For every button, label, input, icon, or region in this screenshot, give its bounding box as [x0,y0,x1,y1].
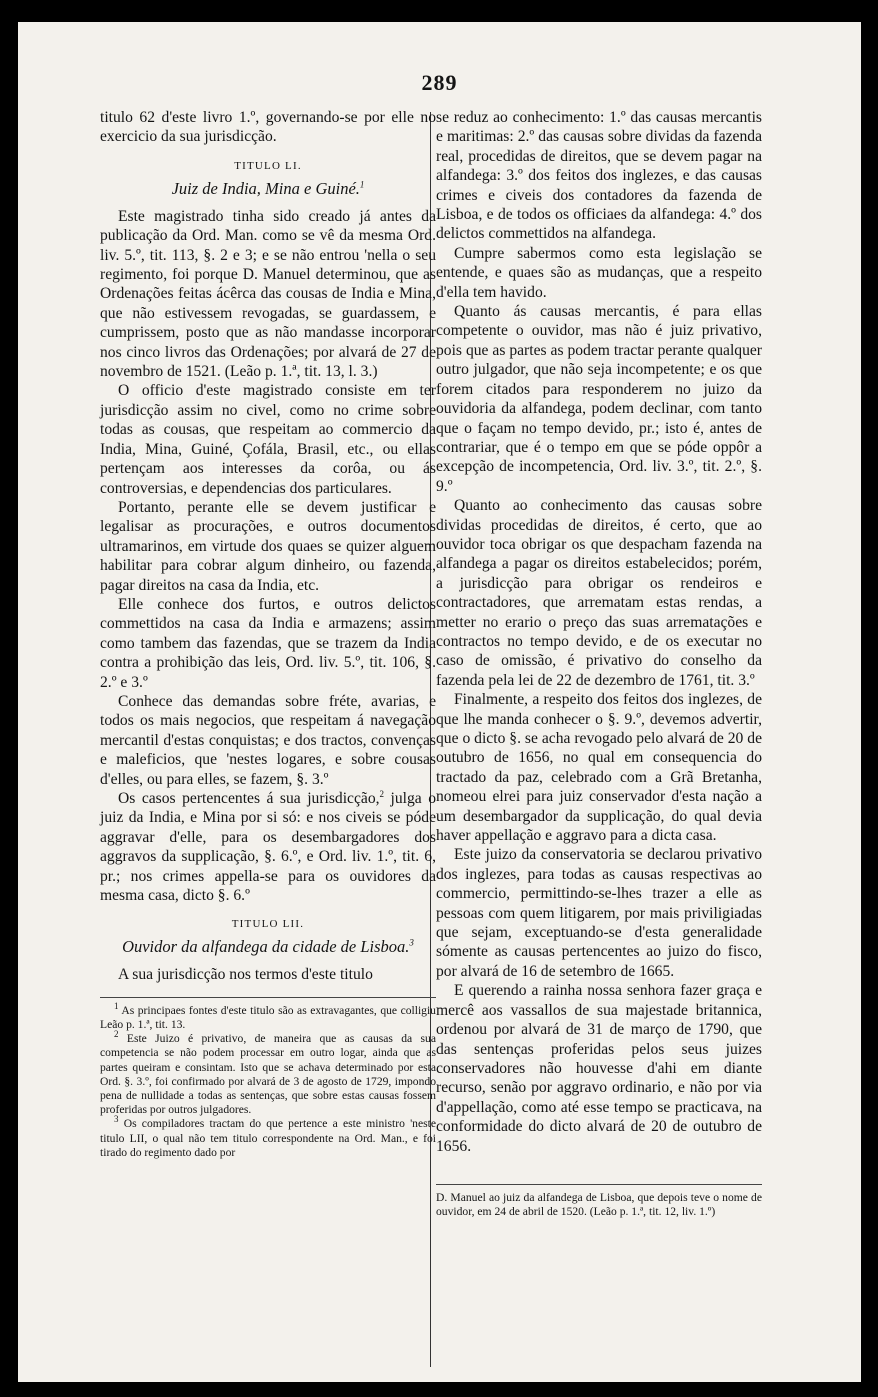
paragraph: se reduz ao conhecimento: 1.º das causas mercantis e maritimas: 2.º das causas sobre dividas da fazenda real, procedidas de direitos, que se devem pagar na alfandega: 3.º dos feitos dos inglezes, e das causas crimes e civeis dos contadores da fazenda de Lisboa, e de todos os officiaes da alfandega: 4.º dos delictos commettidos na alfandega. [436,109,762,243]
paragraph: Portanto, perante elle se devem justificar e legalisar as procurações, e outros documentos ultramarinos, em virtude dos quaes se quizer alguem habilitar para cobrar algum dinheiro, ou fazenda, pagar direitos na casa da India, etc. [100,498,436,594]
footnote-continuation: D. Manuel ao juiz da alfandega de Lisboa, que depois teve o nome de ouvidor, em 24 de abril de 1520. (Leão p. 1.ª, tit. 12, liv. 1.º) [436,1190,762,1219]
paragraph: Elle conhece dos furtos, e outros delictos commettidos na casa da India e armazens; assim como tambem das fazendas, que se trazem da India contra a prohibição das leis, Ord. liv. 5.º, tit. 106, §. 2.º e 3.º [100,595,436,691]
footnotes [100,1000,436,1160]
paragraph: E querendo a rainha nossa senhora fazer graça e mercê aos vassallos de sua majestade britannica, ordenou por alvará de 31 de março de 1790, que das sentenças proferidas pelos seus juizes conservadores não houvesse d'ahi em diante recurso, senão por aggravo ordinario, e não por via d'appellação, como até esse tempo se practicava, na conformidade do dicto alvará de 20 de outubro de 1656. [436,982,762,1155]
footnote: $^2$ Este Juizo é privativo, de maneira que as causas da sua competencia se não podem processar em outro logar, ainda que as partes queiram e consintam. Isto que se achava determinado por esta Ord. §. 3.º, foi confirmado por alvará de 3 de agosto de 1729, impondo pena de nullidade a todas as sentenças, que sobre estas causas fossem proferidas por outros julgadores. [100,1029,436,1117]
right-column [436,108,762,1219]
paragraph: Finalmente, a respeito dos feitos dos inglezes, de que lhe manda conhecer o §. 9.º, devemos advertir, que o dicto §. se acha revogado pelo alvará de 20 de outubro de 1656, no qual em consequencia do tractado da paz, celebrado com a Grã Bretanha, nomeou elrei para juiz conservador d'esta nação a um desembargador da supplicação, do qual devia haver appellação e aggravo para a dicta casa. [436,691,762,845]
paragraph: Este juizo da conservatoria se declarou privativo dos inglezes, para todas as causas respectivas ao commercio, permittindo-se-lhes trazer a elle as pessoas com quem litigarem, por mais priviligiadas que sejam, exceptuando-se d'esta generalidade sómente as causas pertencentes ao juizo do fisco, por alvará de 16 de setembro de 1665. [436,846,762,980]
paragraph: A sua jurisdicção nos termos d'este titulo [118,966,373,984]
book-page [18,22,861,1382]
paragraph: Cumpre sabermos como esta legislação se entende, e quaes são as mudanças, que a respeito d'ella tem havido. [436,244,762,301]
footnote-divider [100,997,436,998]
footnote-divider [436,1184,762,1185]
titulo-li-heading: TITULO LI. [234,159,302,172]
footnote-ref-3: 3 [409,937,414,948]
footnote: $^3$ Os compiladores tractam do que pertence a este ministro 'neste titulo LII, o qual não tem titulo correspondente na Ord. Man., e foi tirado do regimento dado por [100,1114,436,1159]
titulo-li-title: Juiz de India, Mina e Guiné.$^1$ [171,178,365,198]
footnote-ref-1: 1 [359,179,365,190]
intro-paragraph: titulo 62 d'este livro 1.º, governando-se por elle no exercicio da sua jurisdicção. [100,109,436,146]
page-number: 289 [421,70,458,95]
paragraph: Quanto ás causas mercantis, é para ellas competente o ouvidor, mas não é juiz privativo, pois que as partes as podem tractar perante qualquer outro julgador, que não seja incompetente; e os que forem citados para responderem no juizo da ouvidoria da alfandega, podem declinar, com tanto que o façam no tempo devido, pr.; isto é, antes de contrariar, que é o tempo em que se póde oppôr a excepção de incompetencia, Ord. liv. 3.º, tit. 2.º, §. 9.º [436,303,762,495]
paragraph: O officio d'este magistrado consiste em ter jurisdicção assim no civel, como no crime sobre todas as cousas, que respeitam ao commercio da India, Mina, Guiné, Çofála, Brasil, etc., ou ellas pertençam aos interesses da corôa, ou ás controversias, e dependencias dos particulares. [100,382,436,497]
paragraph: Quanto ao conhecimento das causas sobre dividas procedidas de direitos, é certo, que ao ouvidor toca obrigar os que despacham fazenda na alfandega a pagar os direitos estabelecidos; porém, a jurisdicção para obrigar os rendeiros e contractadores, que arrematam estas rendas, a metter no erario o preço das suas arrematações e contractos no tempo devido, e de os executar no caso de omissão, é privativo do conselho da fazenda pela lei de 22 de dezembro de 1761, tit. 3.º [436,497,762,689]
paragraph: Este magistrado tinha sido creado já antes da publicação da Ord. Man. como se vê da mesma Ord. liv. 5.º, tit. 113, §. 2 e 3; e se não entrou 'nella o seu regimento, foi porque D. Manuel determinou, que as Ordenações feitas ácêrca das cousas de India e Mina, que não estivessem revogadas, se guardassem, e cumprissem, posto que as não mandasse incorporar nos cinco livros das Ordenações; por alvará de 27 de novembro de 1521. (Leão p. 1.ª, tit. 13, l. 3.) [100,207,436,381]
paragraph: Os casos pertencentes á sua jurisdicção,$^2$ julga o juiz da India, e Mina por si só: e nos civeis se póde aggravar d'elle, para os desembargadores dos aggravos da supplicação, §. 6.º, e Ord. liv. 1.º, tit. 6, pr.; nos crimes appella-se para os ouvidores da mesma casa, dicto §. 6.º [100,788,436,905]
footnote: $^1$ As principaes fontes d'este titulo são as extravagantes, que colligiu Leão p. 1.ª, tit. 13. [100,1000,436,1032]
titulo-lii-title: Ouvidor da alfandega da cidade de Lisboa.$^3$ [122,937,414,957]
left-column [100,108,436,1160]
paragraph: Conhece das demandas sobre fréte, avarias, e todos os mais negocios, que respeitam á navegação mercantil d'estas conquistas; e dos tractos, convenças e maleficios, que 'nestes logares, e sobre cousas d'elles, ou para elles, se fazem, §. 3.º [100,692,436,788]
footnote-ref-2: 2 [379,788,385,799]
titulo-lii-heading: TITULO LII. [231,918,305,931]
